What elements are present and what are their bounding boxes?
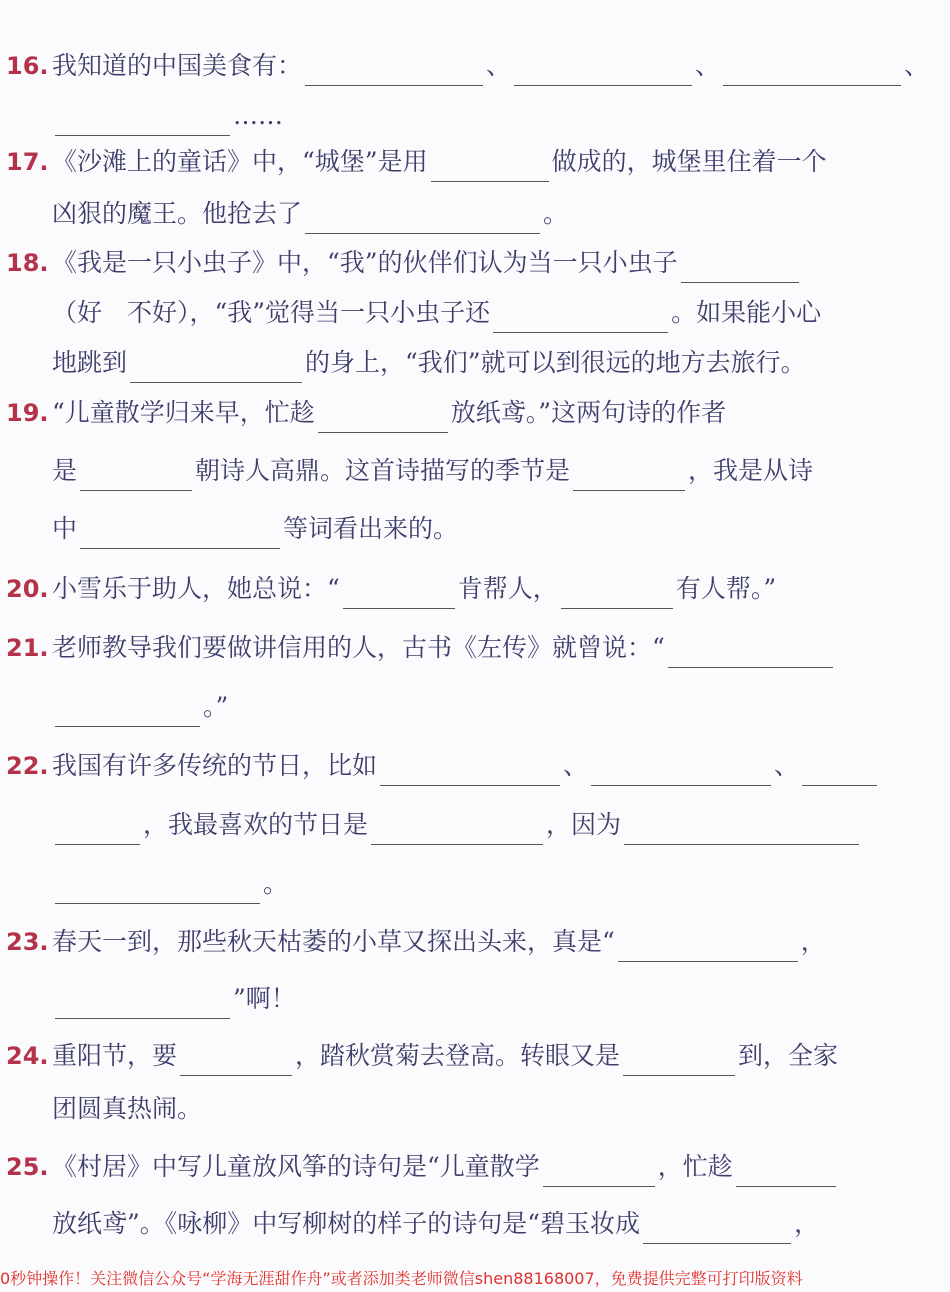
- question-22-line-3: [52, 864, 288, 904]
- question-19-line-2: [52, 451, 813, 491]
- answer-blank[interactable]: [573, 460, 685, 491]
- answer-blank[interactable]: [55, 105, 230, 136]
- question-number: 18.: [6, 249, 49, 277]
- question-text: 做成的，城堡里住着一个: [551, 147, 827, 176]
- question-text: “儿童散学归来早，忙趁: [52, 398, 315, 427]
- question-number: 25.: [6, 1153, 49, 1181]
- answer-blank[interactable]: [305, 203, 540, 234]
- question-text: 我国有许多传统的节日，比如: [52, 751, 378, 780]
- answer-blank[interactable]: [681, 252, 799, 283]
- question-16-line-2: [52, 96, 283, 136]
- question-text: 、: [695, 51, 721, 80]
- answer-blank[interactable]: [371, 814, 543, 845]
- answer-blank[interactable]: [431, 151, 549, 182]
- question-text: 凶狠的魔王。他抢去了: [52, 199, 303, 228]
- question-text: ，我最喜欢的节日是: [143, 810, 369, 839]
- question-text: 。如果能小心: [671, 298, 822, 327]
- question-text: 、: [563, 751, 589, 780]
- question-text: 中: [52, 514, 78, 543]
- answer-blank[interactable]: [493, 302, 668, 333]
- question-text: 是: [52, 456, 78, 485]
- question-text: ，踏秋赏菊去登高。转眼又是: [295, 1041, 621, 1070]
- question-text: 重阳节，要: [52, 1041, 178, 1070]
- answer-blank[interactable]: [668, 637, 833, 668]
- question-18-line-2: [52, 293, 821, 333]
- question-text: 朝诗人高鼎。这首诗描写的季节是: [195, 456, 571, 485]
- question-text: 、: [774, 751, 800, 780]
- question-text: 、: [486, 51, 512, 80]
- promo-footer-text: 0秒钟操作！关注微信公众号“学海无涯甜作舟”或者添加类老师微信shen88168007，免费提供完整可打印版资料: [0, 1269, 803, 1288]
- answer-blank[interactable]: [130, 352, 302, 383]
- question-17-line-2: [52, 194, 568, 234]
- question-text: 。: [263, 869, 289, 898]
- question-text: 。: [543, 199, 569, 228]
- answer-blank[interactable]: [305, 55, 483, 86]
- question-text: 的身上，“我们”就可以到很远的地方去旅行。: [305, 348, 806, 377]
- question-19-line-3: [52, 509, 458, 549]
- question-text: ，: [800, 927, 826, 956]
- question-text: 到，全家: [738, 1041, 839, 1070]
- question-text: ，因为: [546, 810, 622, 839]
- question-text: 、: [904, 51, 930, 80]
- question-text: ……: [233, 101, 283, 130]
- answer-blank[interactable]: [802, 755, 877, 786]
- question-text: 我知道的中国美食有：: [52, 51, 303, 80]
- answer-blank[interactable]: [55, 988, 230, 1019]
- answer-blank[interactable]: [343, 578, 455, 609]
- question-text: ，我是从诗: [688, 456, 814, 485]
- question-number: 22.: [6, 752, 49, 780]
- question-text: ，忙趁: [657, 1152, 733, 1181]
- answer-blank[interactable]: [618, 931, 798, 962]
- question-text: 地跳到: [52, 348, 128, 377]
- question-number: 17.: [6, 148, 49, 176]
- question-text: ”啊！: [233, 984, 296, 1013]
- question-number: 16.: [6, 52, 49, 80]
- question-text: 。”: [203, 692, 229, 721]
- answer-blank[interactable]: [55, 814, 140, 845]
- answer-blank[interactable]: [55, 696, 200, 727]
- question-text: 《我是一只小虫子》中，“我”的伙伴们认为当一只小虫子: [52, 248, 678, 277]
- question-text: 小雪乐于助人，她总说：“: [52, 574, 340, 603]
- answer-blank[interactable]: [723, 55, 901, 86]
- question-24-line-2: [52, 1089, 202, 1129]
- answer-blank[interactable]: [543, 1156, 655, 1187]
- question-text: 有人帮。”: [675, 574, 777, 603]
- question-number: 19.: [6, 399, 49, 427]
- question-number: 21.: [6, 634, 49, 662]
- answer-blank[interactable]: [623, 1045, 735, 1076]
- answer-blank[interactable]: [80, 460, 192, 491]
- answer-blank[interactable]: [624, 814, 859, 845]
- answer-blank[interactable]: [591, 755, 771, 786]
- answer-blank[interactable]: [380, 755, 560, 786]
- answer-blank[interactable]: [318, 402, 448, 433]
- question-21-line-2: [52, 687, 228, 727]
- answer-blank[interactable]: [80, 518, 280, 549]
- question-text: 放纸鸢。”这两句诗的作者: [450, 398, 727, 427]
- question-22-line-2: [52, 805, 862, 845]
- answer-blank[interactable]: [514, 55, 692, 86]
- question-number: 20.: [6, 575, 49, 603]
- question-text: 《沙滩上的童话》中，“城堡”是用: [52, 147, 428, 176]
- question-number: 24.: [6, 1042, 49, 1070]
- question-25-line-2: [52, 1204, 819, 1244]
- question-number: 23.: [6, 928, 49, 956]
- question-text: 老师教导我们要做讲信用的人，古书《左传》就曾说：“: [52, 633, 665, 662]
- answer-blank[interactable]: [643, 1213, 791, 1244]
- question-text: （好 不好），“我”觉得当一只小虫子还: [52, 298, 491, 327]
- question-text: ，: [794, 1209, 820, 1238]
- question-18-line-3: [52, 343, 806, 383]
- question-text: 春天一到，那些秋天枯萎的小草又探出头来，真是“: [52, 927, 615, 956]
- answer-blank[interactable]: [180, 1045, 292, 1076]
- answer-blank[interactable]: [561, 578, 673, 609]
- question-23-line-2: [52, 979, 296, 1019]
- question-text: 团圆真热闹。: [52, 1094, 203, 1123]
- question-text: 肯帮人，: [457, 574, 558, 603]
- question-text: 《村居》中写儿童放风筝的诗句是“儿童散学: [52, 1152, 540, 1181]
- answer-blank[interactable]: [736, 1156, 836, 1187]
- question-text: 放纸鸢”。《咏柳》中写柳树的样子的诗句是“碧玉妆成: [52, 1209, 641, 1238]
- question-text: 等词看出来的。: [283, 514, 459, 543]
- answer-blank[interactable]: [55, 873, 260, 904]
